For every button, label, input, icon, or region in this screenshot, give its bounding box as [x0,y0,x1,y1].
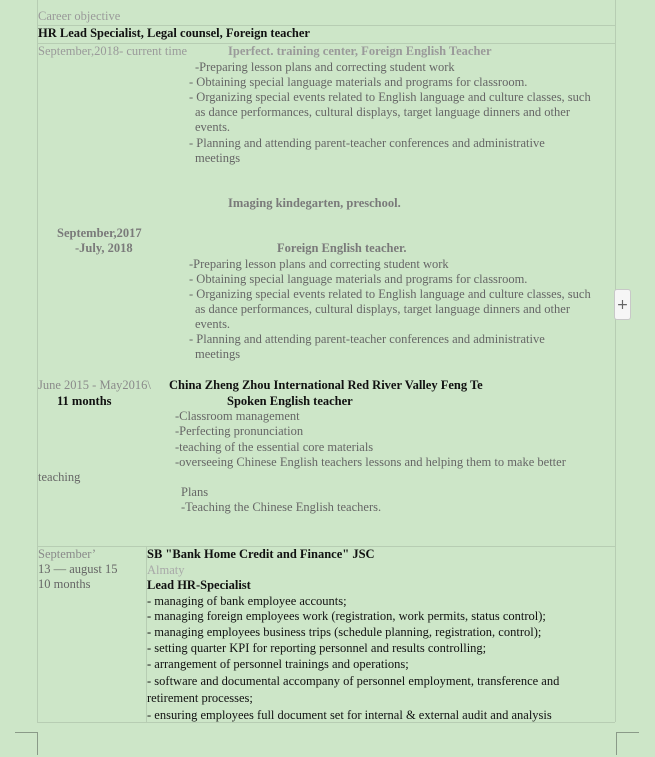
job4-duty: - software and documental accompany of personnel employment, transference and [147,674,560,688]
page-corner-mark [616,732,639,755]
job3-duty: -Perfecting pronunciation [175,424,304,438]
job1-duty: meetings [195,151,241,165]
job2-duty: - Organizing special events related to English language and culture classes, such [189,287,591,301]
page-corner-mark [15,732,38,755]
job4-duty: - ensuring employees full document set for internal & external audit and analysis [147,708,552,722]
job2-duty: as dance performances, cultural displays, target language dinners and other [195,302,570,316]
job2-company: Imaging kindegarten, preschool. [228,196,401,210]
job2-date-end: -July, 2018 [75,241,133,255]
job3-company: China Zheng Zhou International Red River Valley Feng Te [169,378,483,392]
job4-duration: 10 months [38,577,91,591]
job1-duty: - Organizing special events related to English language and culture classes, such [189,90,591,104]
job4-date-start: September’ [38,547,97,561]
job4-duty: - managing employees business trips (schedule planning, registration, control); [147,625,542,639]
job3-duty: teaching [38,470,81,484]
job4-duty: retirement processes; [147,691,253,705]
job2-title: Foreign English teacher. [277,241,407,255]
job3-title: Spoken English teacher [227,394,353,408]
job1-duty: as dance performances, cultural displays, target language dinners and other [195,105,570,119]
job1-title: Iperfect. training center, Foreign English Teacher [228,44,492,58]
job3-date: June 2015 - May2016\ [38,378,151,392]
margin-line-left [37,0,38,722]
margin-line-right [615,0,616,722]
objective-title: HR Lead Specialist, Legal counsel, Foreign teacher [38,26,310,40]
add-row-button[interactable]: + [614,289,631,320]
job4-company: SB "Bank Home Credit and Finance" JSC [147,547,375,561]
job4-duty: - setting quarter KPI for reporting personnel and results controlling; [147,641,487,655]
job2-duty: events. [195,317,231,331]
job4-duty: - arrangement of personnel trainings and operations; [147,657,409,671]
job2-date-start: September,2017 [57,226,142,240]
job4-city: Almaty [147,563,185,577]
job3-duty: -Classroom management [175,409,300,423]
job2-duty: - Obtaining special language materials and programs for classroom. [189,272,528,286]
job3-duty: -Teaching the Chinese English teachers. [181,500,382,514]
career-objective-label: Career objective [38,9,121,23]
job1-duty: - Obtaining special language materials and programs for classroom. [189,75,528,89]
job1-duty: events. [195,120,231,134]
job4-duty: - managing foreign employees work (registration, work permits, status control); [147,609,546,623]
job1-duty: - Planning and attending parent-teacher conferences and administrative [189,136,545,150]
job2-duty: meetings [195,347,241,361]
job3-duration: 11 months [57,394,112,408]
job4-date-end: 13 — august 15 [38,562,118,576]
job4-title: Lead HR-Specialist [147,578,251,592]
job1-duty: -Preparing lesson plans and correcting student work [195,60,455,74]
job4-duty: - managing of bank employee accounts; [147,594,347,608]
job3-duty: -overseeing Chinese English teachers lessons and helping them to make better [175,455,566,469]
job3-duty: Plans [181,485,209,499]
job3-duty: -teaching of the essential core materials [175,440,374,454]
job2-duty: -Preparing lesson plans and correcting student work [189,257,449,271]
job1-date: September,2018- current time [38,44,188,58]
job2-duty: - Planning and attending parent-teacher conferences and administrative [189,332,545,346]
